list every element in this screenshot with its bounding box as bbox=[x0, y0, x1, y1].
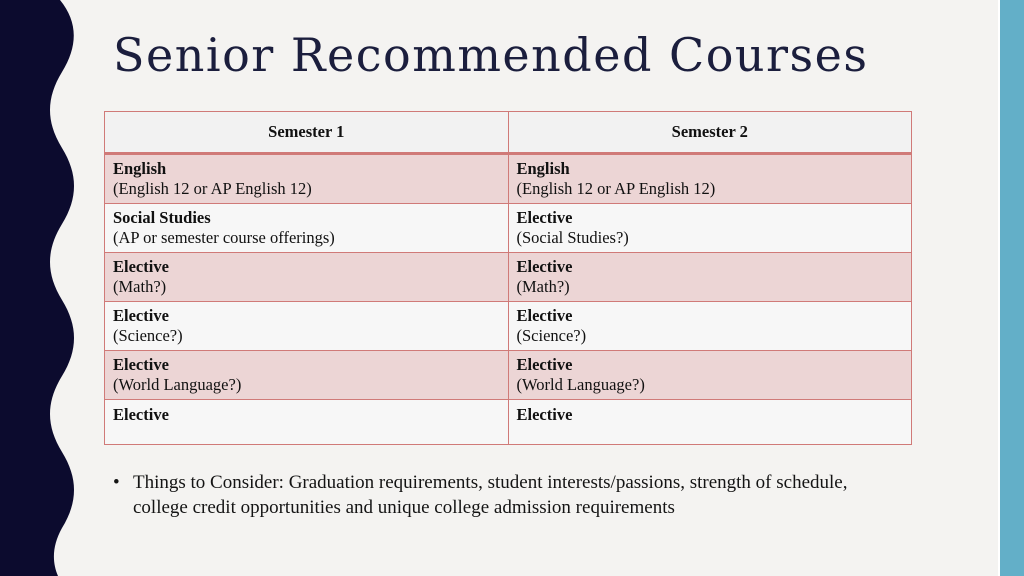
header-semester-2: Semester 2 bbox=[508, 112, 912, 154]
course-title: Elective bbox=[516, 208, 573, 227]
table-cell bbox=[105, 204, 509, 253]
list-item bbox=[113, 470, 883, 520]
course-note: (Social Studies?) bbox=[516, 228, 629, 247]
course-note: (English 12 or AP English 12) bbox=[113, 179, 312, 198]
table-cell bbox=[508, 400, 912, 445]
bullet-icon: • bbox=[113, 472, 120, 493]
table-header-row bbox=[105, 112, 912, 154]
bullet-text: Things to Consider: Graduation requirements, student interests/passions, strength of schedule, college credit opportunities and unique college admission requirements bbox=[133, 472, 848, 518]
table-cell bbox=[105, 253, 509, 302]
table-cell bbox=[508, 154, 912, 204]
table-cell bbox=[105, 400, 509, 445]
table-cell bbox=[105, 351, 509, 400]
decorative-wave-border bbox=[0, 0, 80, 576]
course-title: Elective bbox=[516, 257, 573, 276]
course-note: (Science?) bbox=[113, 326, 183, 345]
course-title: Elective bbox=[113, 405, 169, 424]
table-cell bbox=[105, 302, 509, 351]
courses-table bbox=[104, 111, 912, 445]
course-title: Elective bbox=[516, 355, 573, 374]
course-title: Social Studies bbox=[113, 208, 211, 227]
course-note: (Math?) bbox=[516, 277, 570, 296]
course-title: Elective bbox=[516, 306, 573, 325]
table-cell bbox=[508, 204, 912, 253]
course-note: (Science?) bbox=[516, 326, 587, 345]
course-note: (AP or semester course offerings) bbox=[113, 228, 335, 247]
slide-title: Senior Recommended Courses bbox=[113, 28, 869, 82]
table-row bbox=[105, 154, 912, 204]
table-row bbox=[105, 302, 912, 351]
header-semester-1: Semester 1 bbox=[105, 112, 509, 154]
course-title: English bbox=[516, 159, 570, 178]
considerations-list bbox=[113, 470, 883, 520]
course-note: (English 12 or AP English 12) bbox=[516, 179, 716, 198]
table-cell bbox=[105, 154, 509, 204]
course-title: Elective bbox=[516, 405, 573, 424]
accent-bar bbox=[1000, 0, 1024, 576]
course-title: Elective bbox=[113, 257, 169, 276]
course-title: Elective bbox=[113, 355, 169, 374]
table-row bbox=[105, 400, 912, 445]
table-cell bbox=[508, 302, 912, 351]
table-cell bbox=[508, 351, 912, 400]
course-title: Elective bbox=[113, 306, 169, 325]
table-cell bbox=[508, 253, 912, 302]
course-note: (World Language?) bbox=[113, 375, 242, 394]
course-title: English bbox=[113, 159, 167, 178]
table-row bbox=[105, 204, 912, 253]
table-row bbox=[105, 253, 912, 302]
course-note: (World Language?) bbox=[516, 375, 645, 394]
table-row bbox=[105, 351, 912, 400]
course-note: (Math?) bbox=[113, 277, 167, 296]
